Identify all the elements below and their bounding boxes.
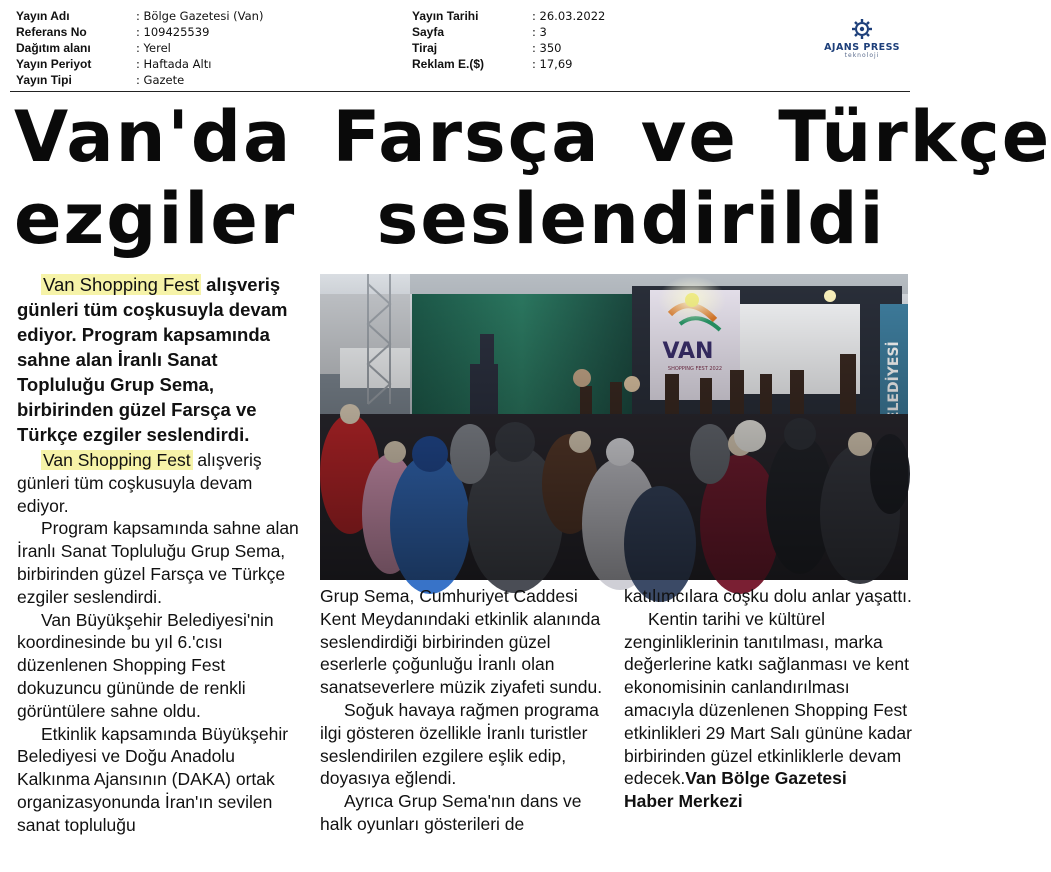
meta-key: Reklam E.($) [412,57,485,71]
headline-line-1: Van'da Farsça ve Türkçe [14,96,1051,178]
meta-left [16,8,263,88]
byline-desk: Haber Merkezi [624,791,743,812]
meta-key: Dağıtım alanı [16,41,91,55]
ajans-press-logo [812,18,912,59]
meta-value: : Bölge Gazetesi (Van) [136,9,264,23]
headline [14,96,1051,260]
meta-row [412,8,605,24]
meta-row [16,24,263,40]
meta-key: Yayın Adı [16,9,70,23]
paragraph-text: Kentin tarihi ve kültürel zenginliklerinin tanıtılması, marka değerlerine katkı sağlanması ve kent ekonomisinin canlandırılması amacıyla düzenlenen Shopping Fest etkinlikleri 29 Mart Salı gününe kadar birbirinden güzel etkinliklerle devam edecek. [624,608,912,789]
meta-value: : 109425539 [136,25,210,39]
meta-value: : 17,69 [532,57,573,71]
meta-value: : Gazete [136,73,185,87]
lead-highlight: Van Shopping Fest [43,274,199,295]
meta-key: Sayfa [412,25,445,39]
article-column-3 [624,585,914,813]
meta-key: Yayın Tarihi [412,9,479,23]
meta-row [412,56,605,72]
meta-key: Yayın Periyot [16,57,92,71]
article-lead [17,272,299,447]
meta-value: : 3 [532,25,547,39]
concert-photo-illustration [320,274,908,580]
article-paragraph: Grup Sema, Cumhuriyet Caddesi Kent Meydanındaki etkinlik alanında seslendirdiği birbirinden güzel eserlerle çoğunluğu İranlı olan sanatseverlere müzik ziyafeti sundu. [320,586,603,698]
meta-right [412,8,605,72]
header-divider [10,91,910,92]
logo-brand: AJANS PRESS [824,42,900,53]
ajans-press-logo-icon [851,18,873,40]
meta-row [16,56,263,72]
meta-value: : Haftada Altı [136,57,212,71]
meta-key: Yayın Tipi [16,73,72,87]
meta-key: Tiraj [412,41,438,55]
article-paragraph: katılımcılara coşku dolu anlar yaşattı. [624,586,912,606]
meta-row [16,72,263,88]
concert-photo [320,274,908,580]
paragraph-highlight: Van Shopping Fest [43,450,191,470]
meta-value: : 26.03.2022 [532,9,606,23]
meta-row [412,40,605,56]
article-paragraph: Soğuk havaya rağmen programa ilgi gösteren özellikle İranlı turistler seslendirilen ezgilere eşlik edip, doyasıya eğlendi. [320,699,599,789]
article-paragraph [17,449,299,517]
lead-text: alışveriş günleri tüm coşkusuyla devam ediyor. Program kapsamında sahne alan İranlı Sanat Topluluğu Grup Sema, birbirinden güzel Farsça ve Türkçe ezgiler seslendirdi. [17,274,288,445]
article-paragraph: Ayrıca Grup Sema'nın dans ve halk oyunları gösterileri de [320,791,582,834]
byline-source: Van Bölge Gazetesi [685,768,847,789]
article-paragraph: Program kapsamında sahne alan İranlı Sanat Topluluğu Grup Sema, birbirinden güzel Farsça ve Türkçe ezgiler seslendirdi. [17,518,299,607]
paragraph-text: alışveriş günleri tüm coşkusuyla devam ediyor. [17,450,262,516]
meta-row [412,24,605,40]
article-paragraph: Etkinlik kapsamında Büyükşehir Belediyesi ve Doğu Anadolu Kalkınma Ajansının (DAKA) ortak organizasyonunda İran'ın sevilen sanat topluluğu [17,723,289,835]
article-column-1 [17,272,299,837]
article-column-2 [320,585,604,836]
meta-row [16,8,263,24]
headline-line-2: ezgiler seslendirildi [14,178,886,260]
meta-value: : 350 [532,41,562,55]
logo-sub: teknoloji [844,52,880,59]
article-paragraph: Van Büyükşehir Belediyesi'nin koordinesinde bu yıl 6.'cısı düzenlenen Shopping Fest dokuzuncu gününde de renkli görüntülere sahne oldu. [17,609,274,721]
meta-row [16,40,263,56]
article-paragraph [624,608,914,813]
meta-key: Referans No [16,25,87,39]
meta-value: : Yerel [136,41,171,55]
